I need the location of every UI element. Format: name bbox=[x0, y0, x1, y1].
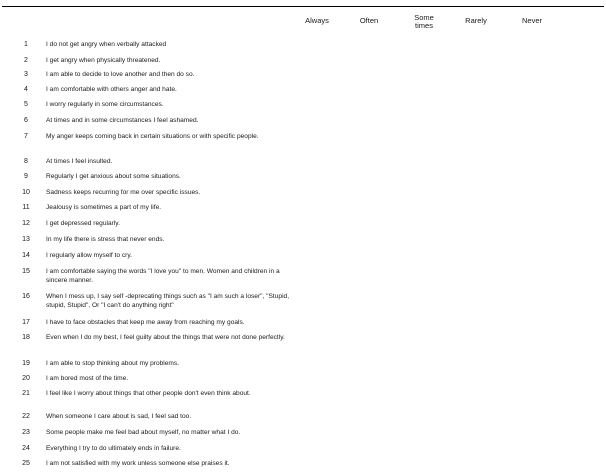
item-statement: I am not satisfied with my work unless someone else praises it. bbox=[46, 460, 230, 467]
item-statement: In my life there is stress that never ends. bbox=[46, 236, 165, 243]
item-statement: When someone I care about is sad, I feel sad too. bbox=[46, 413, 192, 420]
item-statement: I am comfortable saying the words "I love you" to men. Women and children in a sincere manner. bbox=[46, 268, 280, 284]
item-number: 20 bbox=[22, 375, 30, 382]
item-statement: I am able to decide to love another and then do so. bbox=[46, 71, 195, 78]
item-number: 13 bbox=[22, 236, 30, 243]
item-number: 23 bbox=[22, 429, 30, 436]
item-statement: I worry regularly in some circumstances. bbox=[46, 101, 164, 108]
item-statement: Everything I try to do ultimately ends in failure. bbox=[46, 445, 181, 452]
item-number: 12 bbox=[22, 220, 30, 227]
item-number: 11 bbox=[22, 204, 30, 211]
item-number: 25 bbox=[22, 460, 30, 467]
item-statement: At times and in some circumstances I feel ashamed. bbox=[46, 117, 199, 124]
item-statement: Some people make me feel bad about myself, no matter what I do. bbox=[46, 429, 241, 436]
item-statement: I get angry when physically threatened. bbox=[46, 57, 161, 64]
item-statement: I regularly allow myself to cry. bbox=[46, 252, 132, 259]
item-number: 5 bbox=[24, 101, 28, 108]
item-statement: I feel like I worry about things that other people don't even think about. bbox=[46, 390, 251, 397]
item-statement: Regularly I get anxious about some situations. bbox=[46, 173, 181, 180]
item-number: 7 bbox=[24, 133, 28, 140]
column-header-never: Never bbox=[521, 16, 542, 25]
item-number: 15 bbox=[22, 268, 30, 275]
header-rule bbox=[2, 6, 604, 7]
item-number: 17 bbox=[22, 319, 30, 326]
item-number: 14 bbox=[22, 252, 30, 259]
item-statement: Jealousy is sometimes a part of my life. bbox=[46, 204, 162, 211]
item-statement: I get depressed regularly. bbox=[46, 220, 120, 227]
item-number: 18 bbox=[22, 334, 30, 341]
item-number: 8 bbox=[24, 158, 28, 165]
item-number: 3 bbox=[24, 71, 28, 78]
item-number: 22 bbox=[22, 413, 30, 420]
item-statement: Even when I do my best, I feel guilty about the things that were not done perfectly. bbox=[46, 334, 285, 341]
item-number: 1 bbox=[24, 41, 28, 48]
item-statement: I am comfortable with others anger and hate. bbox=[46, 86, 177, 93]
item-number: 9 bbox=[24, 173, 28, 180]
item-number: 6 bbox=[24, 117, 28, 124]
column-header-often: Often bbox=[359, 16, 379, 25]
item-number: 4 bbox=[24, 86, 28, 93]
item-statement: I do not get angry when verbally attacked bbox=[46, 41, 167, 48]
item-number: 10 bbox=[22, 189, 30, 196]
item-statement: My anger keeps coming back in certain situations or with specific people. bbox=[46, 133, 259, 140]
item-number: 16 bbox=[22, 293, 30, 300]
column-header-sometimes: Some times bbox=[414, 13, 434, 30]
item-statement: I have to face obstacles that keep me away from reaching my goals. bbox=[46, 319, 245, 326]
item-statement: When I mess up, I say self -deprecating things such as "I am such a loser", "Stupid, stupid, Stupid", Or "I can't do anything right" bbox=[46, 293, 290, 309]
item-statement: Sadness keeps recurring for me over specific issues. bbox=[46, 189, 201, 196]
item-number: 2 bbox=[24, 57, 28, 64]
item-statement: At times I feel insulted. bbox=[46, 158, 113, 165]
column-header-always: Always bbox=[305, 16, 329, 25]
column-header-rarely: Rarely bbox=[465, 16, 487, 25]
item-statement: I am able to stop thinking about my problems. bbox=[46, 360, 180, 367]
item-statement: I am bored most of the time. bbox=[46, 375, 129, 382]
item-number: 21 bbox=[22, 390, 30, 397]
item-number: 19 bbox=[22, 360, 30, 367]
item-number: 24 bbox=[22, 445, 30, 452]
